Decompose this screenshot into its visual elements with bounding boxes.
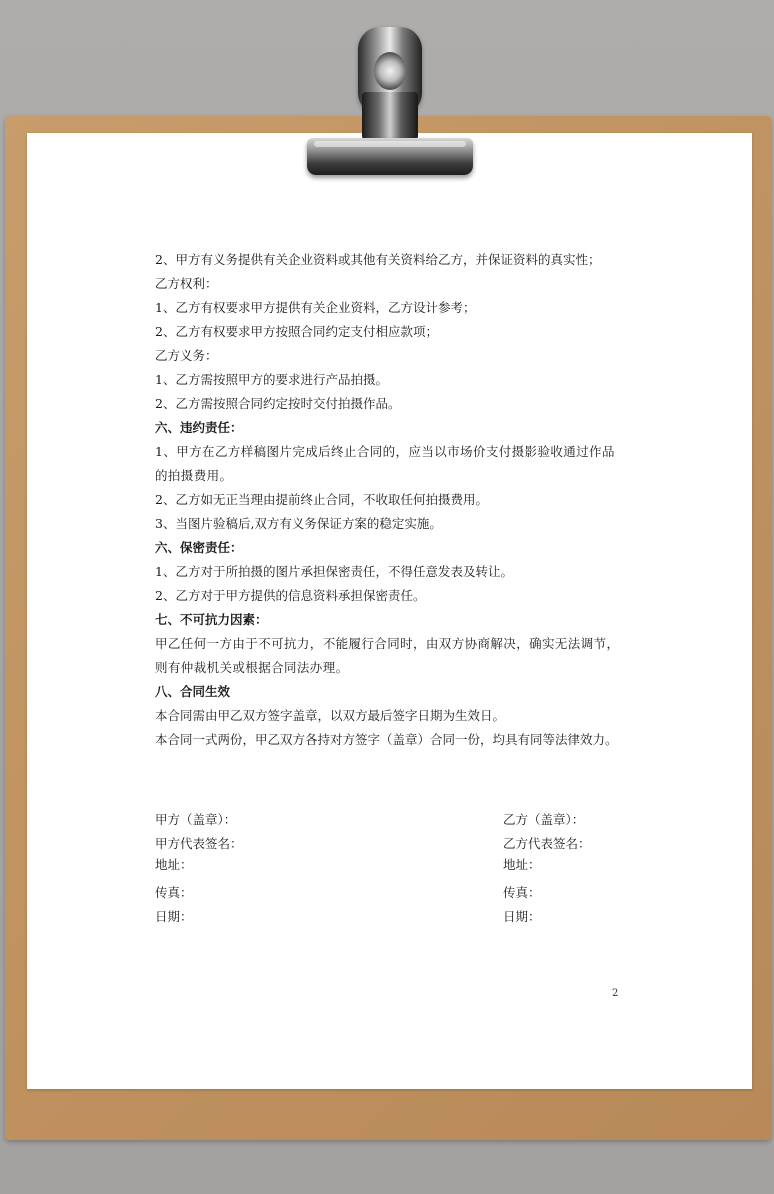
- breach-item-3: 3、当图片验稿后,双方有义务保证方案的稳定实施。: [155, 516, 442, 531]
- party-b-date: 日期：: [503, 909, 541, 924]
- party-a-address: 地址：: [155, 857, 193, 872]
- clip-neck: [362, 92, 418, 140]
- clip-hole: [374, 52, 406, 90]
- text-line: 1、乙方需按照甲方的要求进行产品拍摄。: [155, 372, 388, 387]
- section-heading-breach: 六、违约责任：: [155, 420, 243, 435]
- breach-item-2: 2、乙方如无正当理由提前终止合同，不收取任何拍摄费用。: [155, 492, 488, 507]
- party-b-fax: 传真：: [503, 885, 541, 900]
- effective-line-1: 本合同需由甲乙双方签字盖章，以双方最后签字日期为生效日。: [155, 708, 506, 723]
- text-line: 2、乙方有权要求甲方按照合同约定支付相应款项；: [155, 324, 438, 339]
- party-b-address: 地址：: [503, 857, 541, 872]
- effective-line-2: 本合同一式两份，甲乙双方各持对方签字（盖章）合同一份，均具有同等法律效力。: [155, 732, 618, 747]
- section-heading-confidential: 六、保密责任：: [155, 540, 243, 555]
- page-number: 2: [612, 988, 619, 999]
- section-heading-force-majeure: 七、不可抗力因素：: [155, 612, 268, 627]
- clip-highlight: [314, 141, 466, 147]
- party-a-seal: 甲方（盖章）：: [155, 812, 237, 827]
- breach-item-1: 1、甲方在乙方样稿图片完成后终止合同的，应当以市场价支付摄影验收通过作品的拍摄费用。: [155, 444, 615, 483]
- text-line: 乙方权利：: [155, 276, 218, 291]
- contract-body: [155, 248, 625, 752]
- text-line: 2、甲方有义务提供有关企业资料或其他有关资料给乙方，并保证资料的真实性；: [155, 252, 601, 267]
- force-majeure-body: 甲乙任何一方由于不可抗力，不能履行合同时，由双方协商解决，确实无法调节，则有仲裁机关或根据合同法办理。: [155, 636, 620, 675]
- section-heading-effective: 八、合同生效: [155, 684, 231, 699]
- text-line: 乙方义务：: [155, 348, 218, 363]
- party-a-date: 日期：: [155, 909, 193, 924]
- confidential-item-1: 1、乙方对于所拍摄的图片承担保密责任，不得任意发表及转让。: [155, 564, 513, 579]
- party-b-seal: 乙方（盖章）：: [503, 812, 585, 827]
- party-a-fax: 传真：: [155, 885, 193, 900]
- text-line: 1、乙方有权要求甲方提供有关企业资料，乙方设计参考；: [155, 300, 476, 315]
- party-b-representative: 乙方代表签名：: [503, 836, 591, 851]
- party-a-representative: 甲方代表签名：: [155, 836, 243, 851]
- text-line: 2、乙方需按照合同约定按时交付拍摄作品。: [155, 396, 401, 411]
- confidential-item-2: 2、乙方对于甲方提供的信息资料承担保密责任。: [155, 588, 426, 603]
